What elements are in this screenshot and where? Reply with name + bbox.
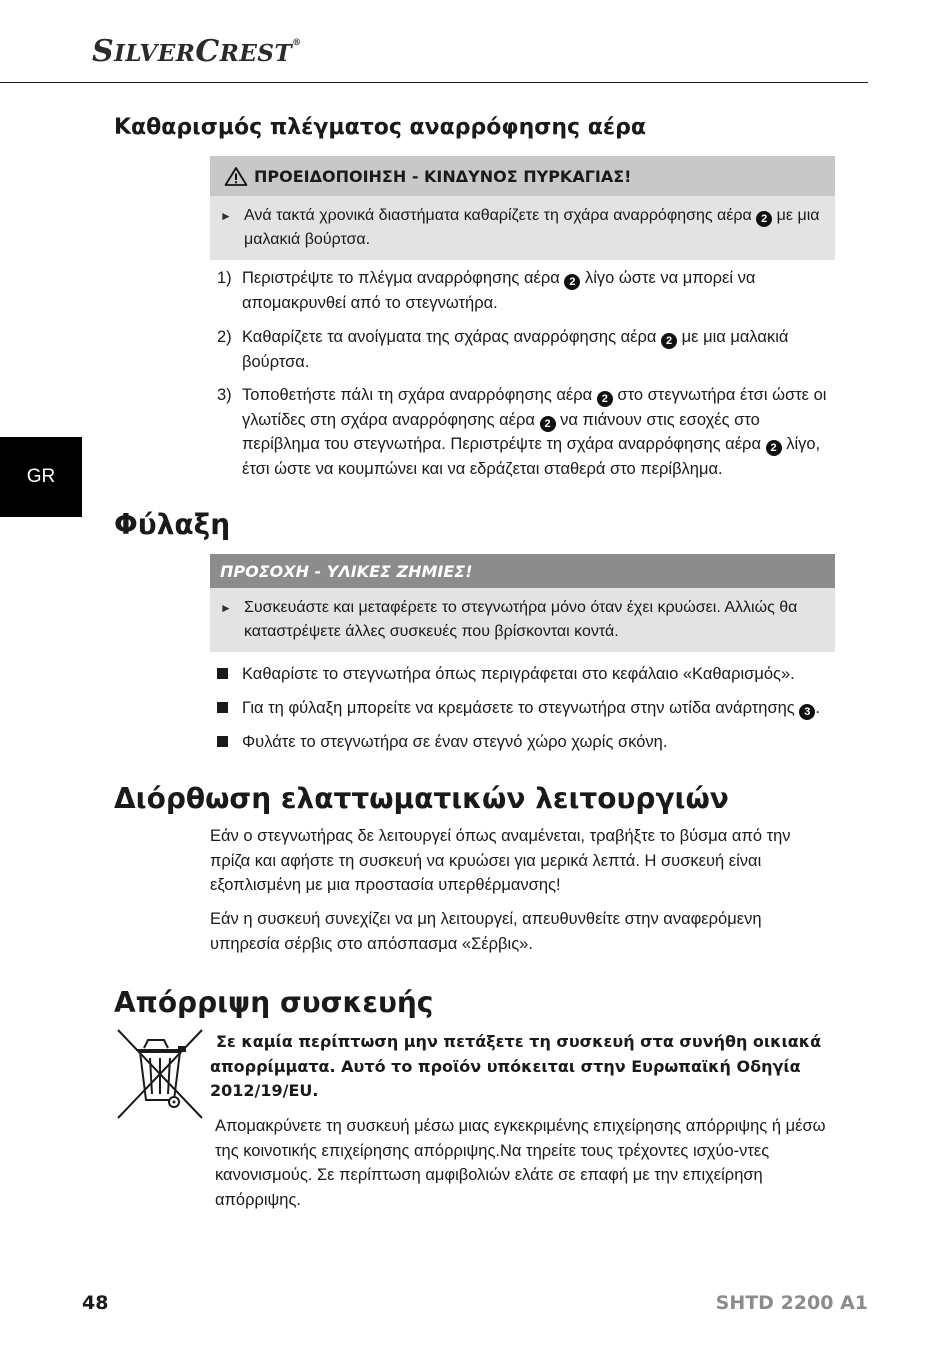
disposal-paragraph: Απομακρύνετε τη συσκευή μέσω μιας εγκεκριμένης επιχείρησης απόρριψης ή μέσω της κοινοτικής επιχείρησης απόρριψης.Να τηρείτε τους τρέχοντες ισχύο-ντες κανονισμούς. Σε περίπτωση αμφιβολιών ελάτε σε επαφή με την επιχείρηση απόρριψης. [215,1117,826,1209]
model-name: SHTD 2200 A1 [715,1292,868,1314]
ref-number-badge: 2 [756,211,772,227]
ref-number-badge: 2 [661,333,677,349]
list-item: Φυλάτε το στεγνωτήρα σε έναν στεγνό χώρο χωρίς σκόνη. [217,730,837,754]
square-bullet-icon [217,736,228,747]
fire-warning-box [210,156,835,260]
language-tab: GR [0,437,82,517]
warning-triangle-icon [224,166,248,186]
list-item: Καθαρίστε το στεγνωτήρα όπως περιγράφεται στο κεφάλαιο «Καθαρισμός». [217,662,837,686]
caution-box [210,554,835,652]
list-item: Για τη φύλαξη μπορείτε να κρεμάσετε το στεγνωτήρα στην ωτίδα ανάρτησης 3 . [217,696,837,720]
troubleshooting-paragraph-1: Εάν ο στεγνωτήρας δε λειτουργεί όπως αναμένεται, τραβήξτε το βύσμα από την πρίζα και αφήστε τη συσκευή να κρυώσει για μερικά λεπτά. Η συσκευή είναι εξοπλισμένη με μια προστασία υπερθέρμανσης! [210,827,791,894]
step-item: 3) Τοποθετήστε πάλι τη σχάρα αναρρόφησης αέρα 2 στο στεγνωτήρα έτσι ώστε οι γλωτίδες στη σχάρα αναρρόφησης αέρα 2 να πιάνουν στις εσοχές στο περίβλημα του στεγνωτήρα. Περιστρέψτε τη σχάρα αναρρόφησης αέρα 2 λίγο, έτσι ώστε να κουμπώνει και να εδράζεται σταθερά στο περίβλημα. [217,386,827,478]
troubleshooting-paragraph-2: Εάν η συσκευή συνεχίζει να μη λειτουργεί, απευθυνθείτε στην αναφερόμενη υπηρεσία σέρβις στο απόσπασμα «Σέρβις». [210,910,762,953]
warning-header [210,156,835,196]
caution-body [210,588,835,652]
section-heading-intake-grid: Καθαρισμός πλέγματος αναρρόφησης αέρα [114,115,646,140]
section-heading-disposal: Απόρριψη συσκευής [114,986,434,1019]
ref-number-badge: 3 [799,704,815,720]
section-heading-storage: Φύλαξη [114,508,231,541]
section-heading-troubleshooting: Διόρθωση ελαττωματικών λειτουργιών [114,782,729,815]
square-bullet-icon [217,668,228,679]
warning-title: ΠΡΟΕΙΔΟΠΟΙΗΣΗ - ΚΙΝΔΥΝΟΣ ΠΥΡΚΑΓΙΑΣ! [254,166,632,186]
warning-text: Ανά τακτά χρονικά διαστήματα καθαρίζετε τη σχάρα αναρρόφησης αέρα 2 με μια μαλακιά βούρτσα. [244,207,820,248]
ref-number-badge: 2 [540,416,556,432]
warning-body [210,196,835,260]
crossed-out-bin-icon [116,1028,204,1120]
page-number: 48 [82,1292,109,1314]
square-bullet-icon [217,702,228,713]
ref-number-badge: 2 [597,391,613,407]
disposal-warning-text: Σε καμία περίπτωση μην πετάξετε τη συσκευή στα συνήθη οικιακά απορρίμματα. Αυτό το προϊόν υπόκειται στην Ευρωπαϊκή Οδηγία 2012/19/EU. [210,1032,822,1100]
caution-header: ΠΡΟΣΟΧΗ - ΥΛΙΚΕΣ ΖΗΜΙΕΣ! [210,554,835,588]
header-divider [0,82,868,83]
caution-text: Συσκευάστε και μεταφέρετε το στεγνωτήρα μόνο όταν έχει κρυώσει. Αλλιώς θα καταστρέψετε άλλες συσκευές που βρίσκονται κοντά. [244,599,798,640]
step-item: 2) Καθαρίζετε τα ανοίγματα της σχάρας αναρρόφησης αέρα 2 με μια μαλακιά βούρτσα. [217,328,789,371]
brand-logo: SILVERCREST® [92,34,302,69]
ref-number-badge: 2 [564,274,580,290]
arrow-bullet-icon: ► [220,209,232,223]
step-item: 1) Περιστρέψτε το πλέγμα αναρρόφησης αέρα 2 λίγο ώστε να μπορεί να απομακρυνθεί από το στεγνωτήρα. [217,269,756,312]
ref-number-badge: 2 [766,440,782,456]
arrow-bullet-icon: ► [220,601,232,615]
